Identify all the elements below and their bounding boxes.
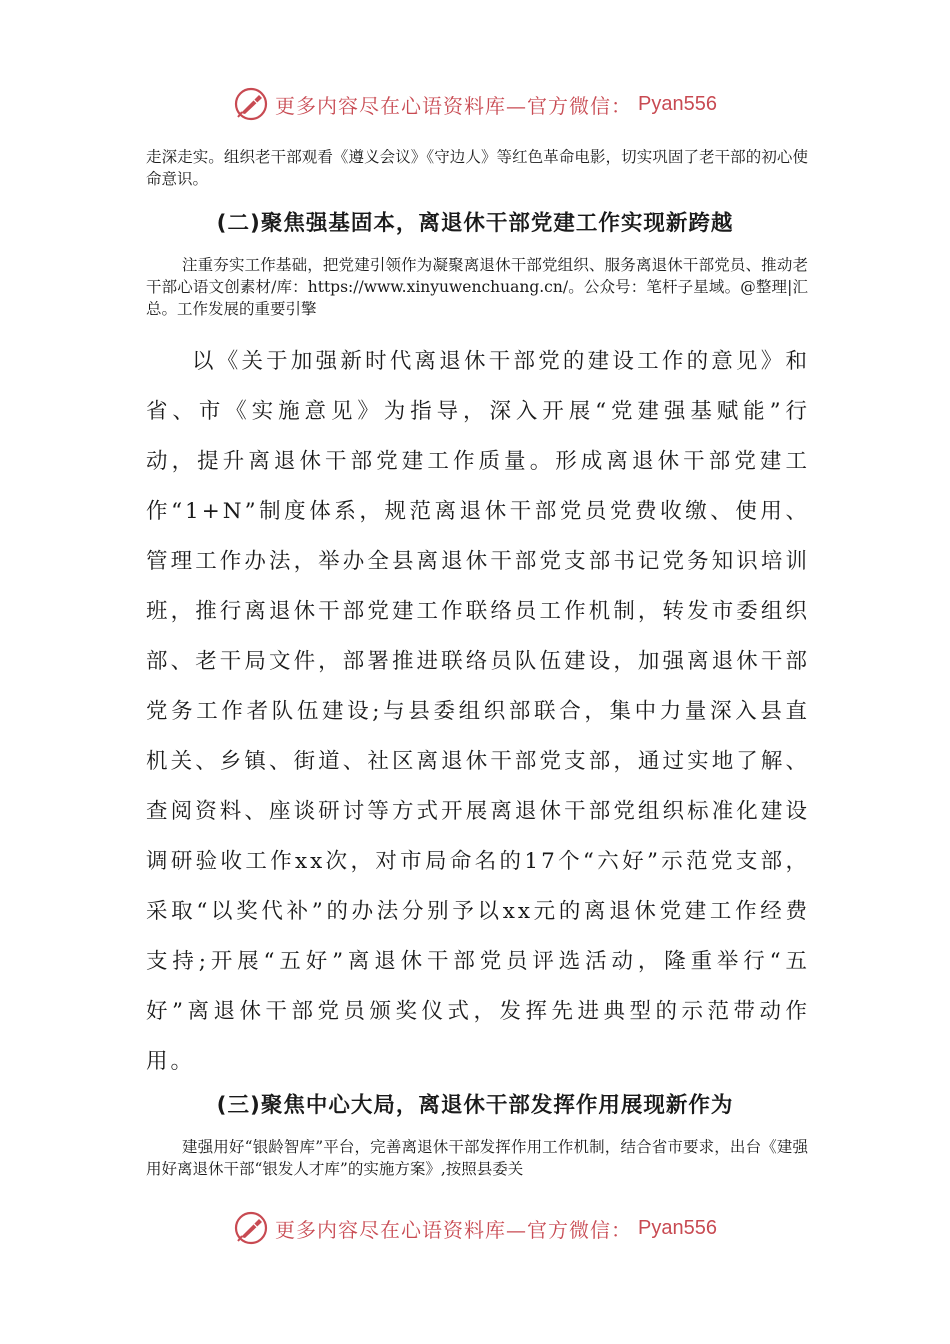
section-heading-2: (二)聚焦强基固本，离退休干部党建工作实现新跨越 xyxy=(216,211,734,236)
quill-logo-icon xyxy=(233,86,269,122)
paragraph-intro: 注重夯实工作基础，把党建引领作为凝聚离退休干部党组织、服务离退休干部党员、推动老干部心语文创素材/库：https://www.xinyuwenchuang.cn/。公众号：笔杆子星域。@整理|汇总。工作发展的重要引擎 xyxy=(146,256,808,318)
banner-handle: Pyan556 xyxy=(638,92,717,115)
quill-logo-icon xyxy=(233,1210,269,1246)
banner-handle: Pyan556 xyxy=(638,1216,717,1239)
paragraph-top: 走深走实。组织老干部观看《遵义会议》《守边人》等红色革命电影，切实巩固了老干部的初心使命意识。 xyxy=(146,148,808,188)
paragraph-last: 建强用好“银龄智库”平台，完善离退休干部发挥作用工作机制，结合省市要求，出台《建强用好离退休干部“银发人才库”的实施方案》,按照县委关 xyxy=(146,1138,808,1178)
banner-text: 更多内容尽在心语资料库—官方微信： xyxy=(275,93,633,118)
footer-banner xyxy=(0,1206,950,1250)
header-banner xyxy=(0,82,950,126)
section-heading-3: (三)聚焦中心大局，离退休干部发挥作用展现新作为 xyxy=(216,1093,734,1118)
banner-text: 更多内容尽在心语资料库—官方微信： xyxy=(275,1217,633,1242)
paragraph-main: 以《关于加强新时代离退休干部党的建设工作的意见》和省、市《实施意见》为指导，深入开展“党建强基赋能”行动，提升离退休干部党建工作质量。形成离退休干部党建工作“1+N”制度体系，规范离退休干部党员党费收缴、使用、管理工作办法，举办全县离退休干部党支部书记党务知识培训班，推行离退休干部党建工作联络员工作机制，转发市委组织部、老干局文件，部署推进联络员队伍建设，加强离退休干部党务工作者队伍建设;与县委组织部联合，集中力量深入县直机关、乡镇、街道、社区离退休干部党支部，通过实地了解、查阅资料、座谈研讨等方式开展离退休干部党组织标准化建设调研验收工作xx次，对市局命名的17个“六好”示范党支部，采取“以奖代补”的办法分别予以xx元的离退休党建工作经费支持;开展“五好”离退休干部党员评选活动，隆重举行“五好”离退休干部党员颁奖仪式，发挥先进典型的示范带动作用。 xyxy=(146,349,810,1074)
